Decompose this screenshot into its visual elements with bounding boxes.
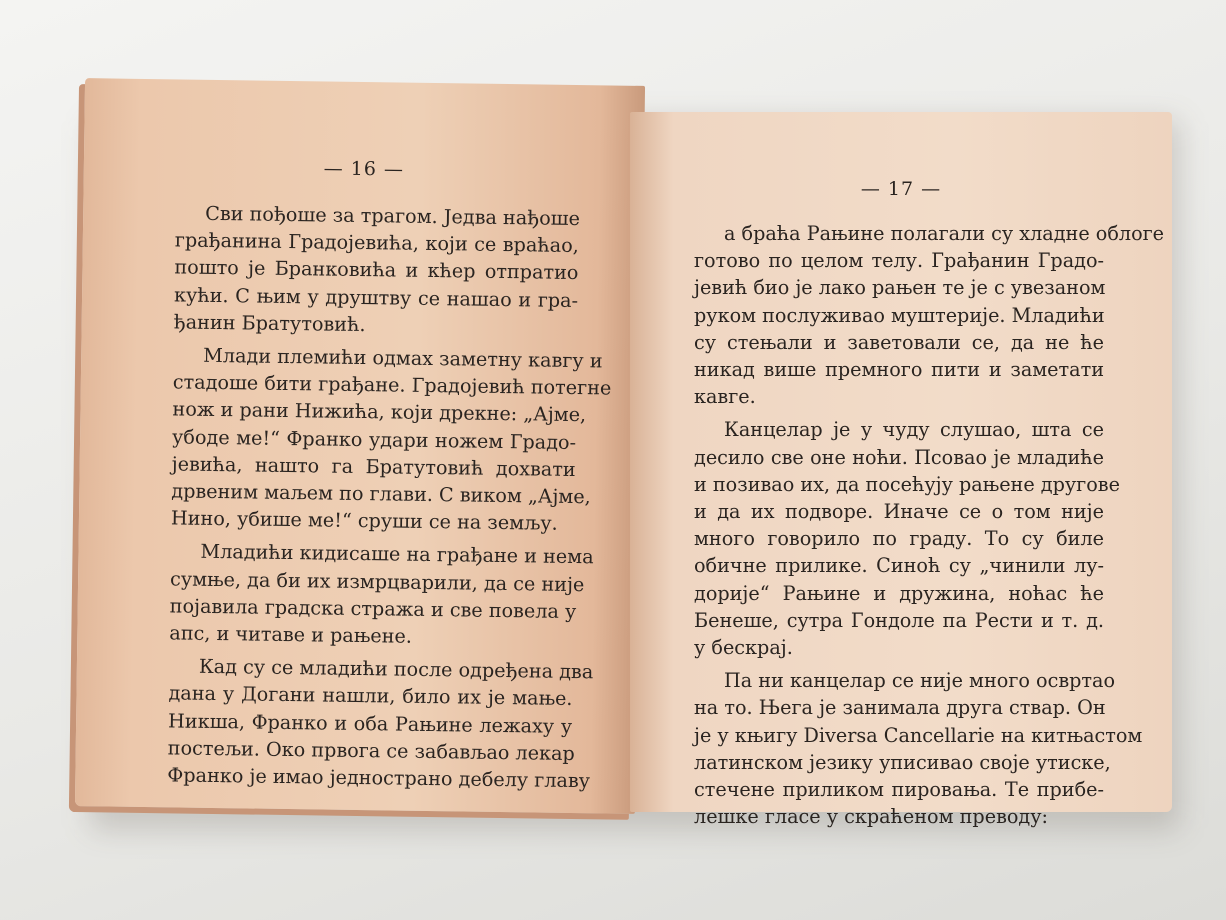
text-line: стечене приликом пировања. Те прибе- <box>694 778 1104 802</box>
text-line: дорије“ Рањине и дружина, ноћас ће <box>694 581 1104 605</box>
text-line: лешке гласе у скраћеном преводу: <box>694 805 1048 829</box>
text-line: Нино, убише ме!“ сруши се на земљу. <box>170 506 558 536</box>
text-line: јевића, нашто га Братутовић дохвати <box>171 452 576 481</box>
text-line: Младићи кидисаше на грађане и нема <box>200 540 594 569</box>
text-line: Франко је имао једнострано дебелу главу <box>167 763 591 793</box>
text-line: дрвеним маљем по глави. С виком „Ајме, <box>171 479 591 509</box>
text-line: Па ни канцелар се није много освртао <box>724 669 1116 693</box>
text-line: латинском језику уписивао своје утиске, <box>694 750 1111 774</box>
text-line: дана у Догани нашли, било их је мање. <box>168 681 573 711</box>
paragraph <box>694 667 1143 830</box>
text-line: су стењали и заветовали се, да не ће <box>694 330 1104 354</box>
text-line: Канцелар је у чуду слушао, шта се <box>724 418 1104 442</box>
text-line: кући. С њим у друштву се нашао и гра- <box>173 283 579 312</box>
text-line: јевић био је лако рањен те је с увезаном <box>694 276 1106 300</box>
text-line: на то. Њега је занимала друга ствар. Он <box>694 696 1106 720</box>
text-line: никад више премного пити и заметати <box>694 358 1104 382</box>
text-line: и да их подворе. Иначе се о том није <box>694 500 1104 524</box>
text-line: апс, и читаве и рањене. <box>169 621 413 648</box>
text-line: је у књигу Diversa Cancellarie на китњастом <box>694 723 1143 747</box>
right-page <box>630 112 1172 829</box>
page-number-left: — 16 — <box>323 157 405 181</box>
text-line: ђанин Братутовић. <box>173 310 366 336</box>
text-line: Бенеше, сутра Гондоле па Рести и т. д. <box>694 608 1104 632</box>
text-line: Никша, Франко и оба Рањине лежаху у <box>167 709 573 738</box>
text-line: руком послуживао муштерије. Младићи <box>694 303 1105 327</box>
text-line: у бескрај. <box>694 636 793 660</box>
paragraph <box>169 538 594 652</box>
paragraph <box>167 653 594 795</box>
text-line: десило све оне ноћи. Псовао је младиће <box>694 445 1104 469</box>
right-page-text <box>694 220 1165 830</box>
paragraph <box>174 199 580 341</box>
text-line: пошто је Бранковића и кћер отпратио <box>174 255 579 285</box>
text-line: кавге. <box>694 385 756 409</box>
left-page-text <box>167 199 612 794</box>
text-line: убоде ме!“ Франко удари ножем Градо- <box>171 425 577 454</box>
paragraph <box>694 220 1165 410</box>
text-line: постељи. Око првога се забављао лекар <box>167 736 575 765</box>
text-line: готово по целом телу. Грађанин Градо- <box>694 249 1104 273</box>
text-line: и позивао их, да посећују рањене другове <box>694 472 1120 496</box>
text-line: а браћа Рањине полагали су хладне облоге <box>724 222 1165 245</box>
paragraph <box>170 341 612 537</box>
text-line: много говорило по граду. То су биле <box>694 527 1104 551</box>
text-line: обичне прилике. Синоћ су „чинили лу- <box>694 554 1104 578</box>
text-line: Млади племићи одмах заметну кавгу и <box>203 343 603 373</box>
paragraph <box>694 416 1120 661</box>
text-line: сумње, да би их измрцварили, да се није <box>169 567 585 596</box>
page-number-right: — 17 — <box>860 178 942 200</box>
text-line: Кад су се младићи после одређена два <box>198 655 594 684</box>
text-line: Сви пођоше за трагом. Једва нађоше <box>205 201 581 231</box>
text-line: појавила градска стража и све повела у <box>169 594 577 623</box>
text-line: стадоше бити грађане. Градојевић потегне <box>172 370 612 400</box>
text-line: грађанина Градојевића, који се враћао, <box>174 228 579 258</box>
text-line: нож и рани Нижића, који дрекне: „Ајме, <box>172 397 587 427</box>
left-page <box>75 78 645 814</box>
